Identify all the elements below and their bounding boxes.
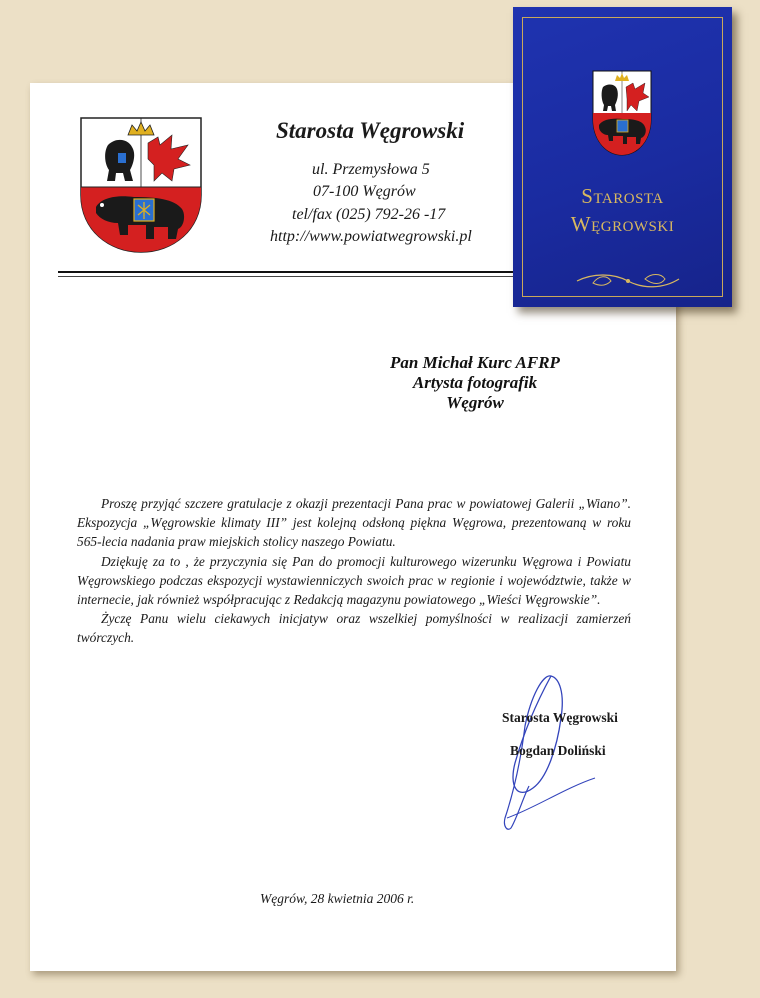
website-url: http://www.powiatwegrowski.pl bbox=[270, 228, 472, 245]
recipient-profession: Artysta fotografik bbox=[412, 373, 538, 392]
phone-number: tel/fax (025) 792-26 -17 bbox=[292, 206, 446, 223]
booklet-cover bbox=[513, 7, 732, 307]
body-paragraph: Życzę Panu wielu ciekawych inicjatyw oraz wszelkiej pomyślności w realizacji zamierzeń twórczych. bbox=[77, 611, 631, 646]
recipient-name: Pan Michał Kurc AFRP bbox=[390, 353, 560, 372]
cover-title-line-1: Starosta bbox=[581, 184, 664, 208]
cover-frame bbox=[522, 17, 723, 297]
letterhead-title: Starosta Węgrowski bbox=[276, 118, 465, 143]
header-divider bbox=[58, 271, 534, 273]
signature-title: Starosta Węgrowski bbox=[502, 710, 618, 725]
address-city: 07-100 Węgrów bbox=[313, 183, 416, 200]
body-paragraph: Proszę przyjąć szczere gratulacje z okazji prezentacji Pana prac w powiatowej Galerii „Wiano”. Ekspozycja „Węgrowskie klimaty III” jest kolejną odsłoną piękna Węgrowa, prezentowaną w roku 565-lecia nadania praw miejskich stolicy naszego Powiatu. bbox=[77, 496, 631, 550]
signature-name: Bogdan Doliński bbox=[510, 743, 606, 758]
letter-date: Węgrów, 28 kwietnia 2006 r. bbox=[260, 891, 415, 906]
header-divider-thin bbox=[58, 276, 534, 277]
recipient-block bbox=[350, 353, 600, 413]
cover-title-line-2: Węgrowski bbox=[570, 212, 675, 236]
address-street: ul. Przemysłowa 5 bbox=[312, 161, 430, 178]
ornament-flourish-icon bbox=[573, 265, 683, 293]
body-paragraph: Dziękuję za to , że przyczynia się Pan do promocji kulturowego wizerunku Węgrowa i Powiatu Węgrowskiego podczas ekspozycji wystawienniczych swoich prac w regionie i województwie, także w internecie, jak również współpracując z Redakcją magazynu powiatowego „Wieści Węgrowskie”. bbox=[77, 553, 631, 608]
letter-body bbox=[77, 494, 631, 648]
recipient-city: Węgrów bbox=[446, 393, 504, 412]
coat-of-arms-icon bbox=[591, 69, 653, 157]
coat-of-arms-icon bbox=[78, 115, 204, 255]
